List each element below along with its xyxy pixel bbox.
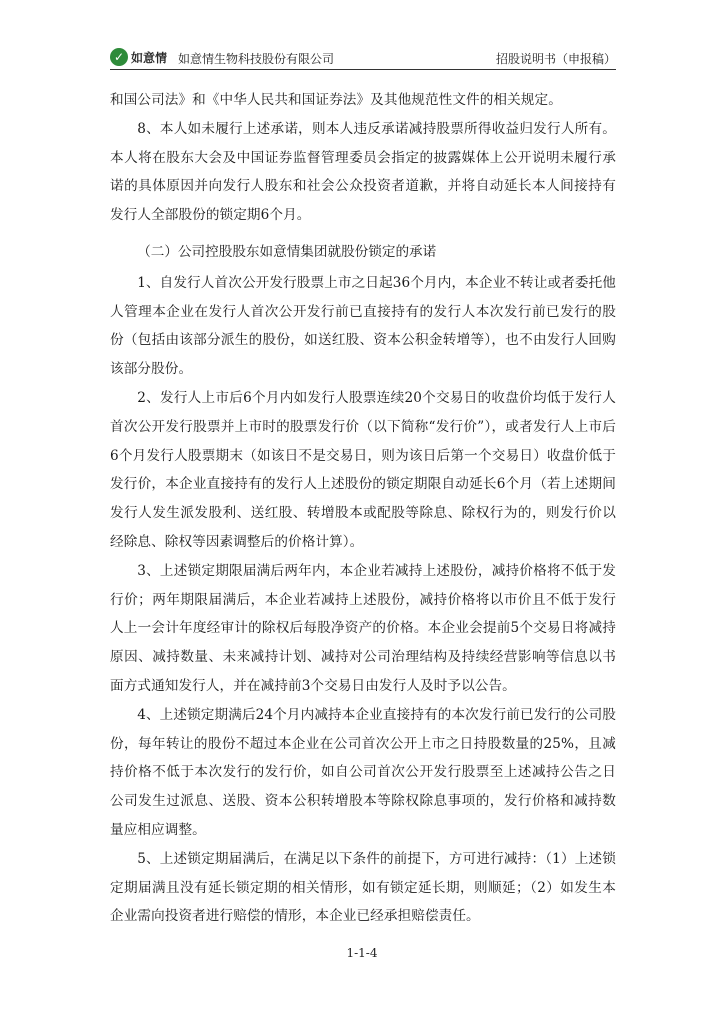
document-type: 招股说明书（申报稿） [495, 52, 616, 66]
paragraph: 8、本人如未履行上述承诺，则本人违反承诺减持股票所得收益归发行人所有。本人将在股东大会及中国证券监督管理委员会指定的披露媒体上公开说明未履行承诺的具体原因并向发行人股东和社会公众投资者道歉，并将自动延长本人间接持有发行人全部股份的锁定期6个月。 [110, 120, 616, 224]
paragraph: 2、发行人上市后6个月内如发行人股票连续20个交易日的收盘价均低于发行人首次公开发行股票并上市时的股票发行价（以下简称“发行价”），或者发行人上市后6个月发行人股票期末（如该日不是交易日，则为该日后第一个交易日）收盘价低于发行价，本企业直接持有的发行人上述股份的锁定期限自动延长6个月（若上述期间发行人发生派发股利、送红股、转增股本或配股等除息、除权行为的，则发行价以经除息、除权等因素调整后的价格计算）。 [110, 389, 616, 550]
paragraph: 1、自发行人首次公开发行股票上市之日起36个月内，本企业不转让或者委托他人管理本企业在发行人首次公开发行前已直接持有的发行人本次发行前已发行的股份（包括由该部分派生的股份，如送红股、资本公积金转增等），也不由发行人回购该部分股份。 [110, 274, 616, 378]
company-name: 如意情生物科技股份有限公司 [178, 52, 335, 66]
logo-wordmark: 如意情 [131, 50, 168, 65]
company-logo [110, 48, 167, 66]
page-number: 1-1-4 [346, 946, 378, 960]
paragraph: 和国公司法》和《中华人民共和国证券法》及其他规范性文件的相关规定。 [110, 92, 562, 108]
page-header [110, 46, 616, 68]
paragraph: 4、上述锁定期满后24个月内减持本企业直接持有的本次发行前已发行的公司股份，每年转让的股份不超过本企业在公司首次公开上市之日持股数量的25%，且减持价格不低于本次发行的发行价，如自公司首次公开发行股票至上述减持公告之日公司发生过派息、送股、资本公积转增股本等除权除息事项的，发行价格和减持数量应相应调整。 [110, 706, 616, 838]
paragraph: 3、上述锁定期限届满后两年内，本企业若减持上述股份，减持价格将不低于发行价；两年期限届满后，本企业若减持上述股份，减持价格将以市价且不低于发行人上一会计年度经审计的除权后每股净资产的价格。本企业会提前5个交易日将减持原因、减持数量、未来减持计划、减持对公司治理结构及持续经营影响等信息以书面方式通知发行人，并在减持前3个交易日由发行人及时予以公告。 [110, 562, 616, 694]
header-divider [110, 69, 616, 70]
logo-check-icon: ✓ [110, 48, 128, 66]
document-body [110, 86, 616, 931]
section-heading: （二）公司控股股东如意情集团就股份锁定的承诺 [137, 243, 437, 260]
paragraph: 5、上述锁定期届满后，在满足以下条件的前提下，方可进行减持：（1）上述锁定期届满且没有延长锁定期的相关情形，如有锁定延长期，则顺延；（2）如发生本企业需向投资者进行赔偿的情形，本企业已经承担赔偿责任。 [110, 850, 616, 925]
